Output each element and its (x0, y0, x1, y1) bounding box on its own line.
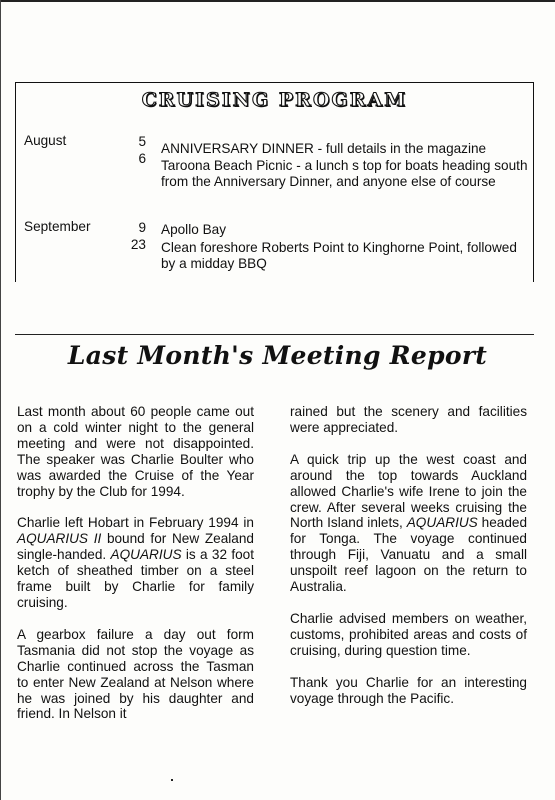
program-item-beach-picnic: Taroona Beach Picnic - a lunch s top for boats heading south from the Anniversary Dinner, and anyone else of course (161, 158, 528, 189)
report-paragraph: A quick trip up the west coast and around the top towards Auckland allowed Charlie's wife Irene to join the crew. After several weeks cruising the North Island inlets, AQUARIUS headed for Tonga. The voyage continued through Fiji, Vanuatu and a small unspoilt reef lagoon on the return to Australia. (290, 451, 528, 595)
vessel-name: AQUARIUS (406, 515, 478, 531)
report-left-column (17, 404, 254, 738)
program-month-september: September (24, 219, 91, 234)
program-day: 23 (130, 237, 146, 252)
vessel-name: AQUARIUS (110, 547, 182, 563)
report-right-column (290, 404, 527, 723)
program-day: 9 (138, 220, 146, 235)
section-divider (15, 334, 534, 335)
program-day: 5 (138, 134, 146, 149)
report-paragraph: rained but the scenery and facilities were appreciated. (290, 404, 527, 435)
cruising-program-box (15, 82, 534, 282)
report-paragraph: Charlie advised members on weather, customs, prohibited areas and costs of cruising, during question time. (290, 610, 527, 658)
page-left-edge (0, 0, 1, 800)
page-mark (171, 779, 173, 781)
report-paragraph: A gearbox failure a day out form Tasmania did not stop the voyage as Charlie continued across the Tasman to enter New Zealand at Nelson where he was joined by his daughter and friend. In Nelson it (17, 626, 254, 722)
vessel-name: AQUARIUS II (17, 531, 102, 547)
report-paragraph: Last month about 60 people came out on a cold winter night to the general meeting and were not disappointed. The speaker was Charlie Boulter who was awarded the Cruise of the Year trophy by the Club for 1994. (17, 404, 254, 499)
report-paragraph: Thank you Charlie for an interesting voyage through the Pacific. (290, 674, 527, 706)
program-month-august: August (24, 133, 67, 148)
page-top-edge (0, 0, 555, 2)
meeting-report-title: Last Month's Meeting Report (67, 341, 488, 370)
report-paragraph: Charlie left Hobart in February 1994 in AQUARIUS II bound for New Zealand single-handed. AQUARIUS is a 32 foot ketch of sheathed timber on a steel frame built by Charlie for family cruising. (17, 515, 254, 610)
cruising-program-title: CRUISING PROGRAM (141, 89, 408, 111)
program-item-clean-foreshore: Clean foreshore Roberts Point to Kinghorne Point, followed by a midday BBQ (161, 240, 517, 271)
program-day: 6 (138, 151, 146, 166)
program-item-apollo-bay: Apollo Bay (161, 222, 226, 237)
program-item-anniversary-dinner: ANNIVERSARY DINNER - full details in the magazine (161, 141, 487, 156)
